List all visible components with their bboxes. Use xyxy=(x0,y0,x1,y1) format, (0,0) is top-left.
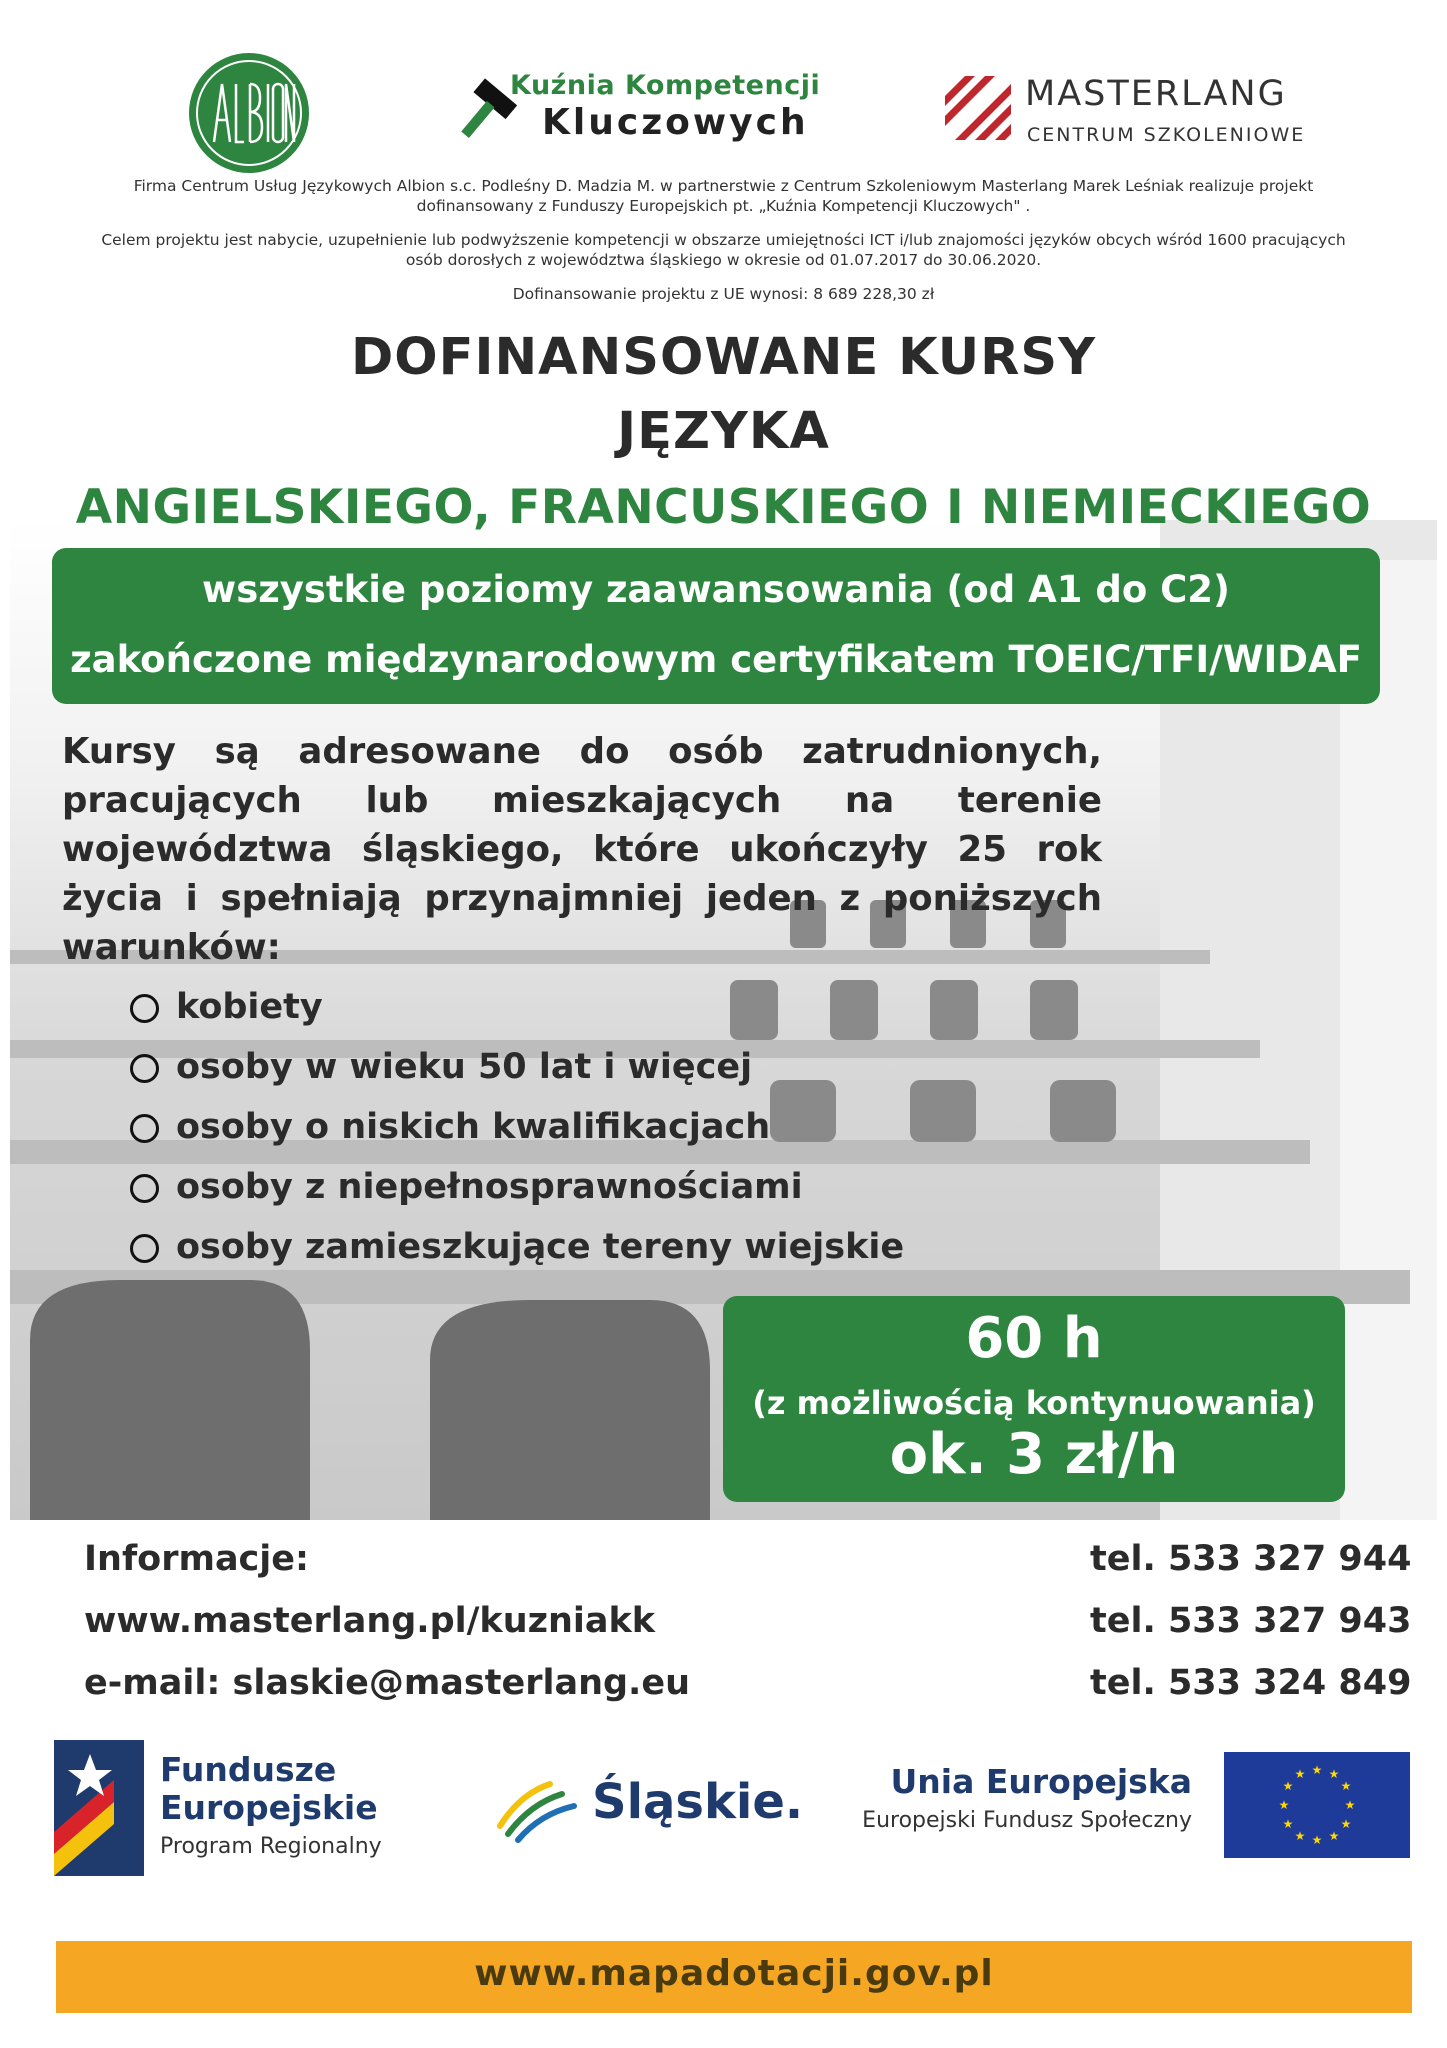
eu-flag-icon xyxy=(1224,1752,1410,1858)
levels-text: wszystkie poziomy zaawansowania (od A1 do C2) xyxy=(202,568,1230,611)
title-line1: DOFINANSOWANE KURSY xyxy=(350,328,1097,387)
phone-list xyxy=(1090,1535,1412,1721)
fundusze-europejskie-logo xyxy=(54,1740,404,1880)
title-languages: ANGIELSKIEGO, FRANCUSKIEGO I NIEMIECKIEGO xyxy=(75,480,1372,535)
fe-line3: Program Regionalny xyxy=(160,1834,382,1859)
circle-bullet-icon xyxy=(130,1114,159,1143)
svg-text:★: ★ xyxy=(1328,1767,1340,1781)
masterlang-name: MASTERLANG xyxy=(1025,74,1287,114)
title-line2: JĘZYKA xyxy=(617,402,830,461)
svg-text:★: ★ xyxy=(1340,1779,1352,1793)
ue-line1: Unia Europejska xyxy=(890,1762,1192,1801)
masterlang-logo xyxy=(945,74,1305,154)
kuznia-kompetencji-logo xyxy=(450,68,821,148)
svg-text:★: ★ xyxy=(1311,1763,1323,1777)
albion-logo xyxy=(186,50,312,176)
circle-bullet-icon xyxy=(130,1054,159,1083)
contact-label: Informacje: xyxy=(84,1539,310,1579)
contact-info xyxy=(84,1535,690,1721)
email-link[interactable]: e-mail: slaskie@masterlang.eu xyxy=(84,1663,691,1703)
kuznia-line2: Kluczowych xyxy=(542,102,809,143)
svg-text:★: ★ xyxy=(1282,1779,1294,1793)
slaskie-text: Śląskie. xyxy=(592,1774,804,1830)
masterlang-sub: CENTRUM SZKOLENIOWE xyxy=(1027,124,1306,146)
price-box xyxy=(723,1296,1345,1502)
kuznia-line1: Kuźnia Kompetencji xyxy=(510,70,821,101)
certificate-text: zakończone międzynarodowym certyfikatem TOEIC/TFI/WIDAF xyxy=(70,638,1362,681)
svg-text:★: ★ xyxy=(1328,1829,1340,1843)
project-info-line1: Firma Centrum Usług Językowych Albion s.c. Podleśny D. Madzia M. w partnerstwie z Centrum Szkoleniowym Masterlang Marek Leśniak realizuje projekt xyxy=(133,177,1314,195)
footer-bar xyxy=(56,1941,1412,2013)
course-hours: 60 h xyxy=(965,1306,1103,1371)
list-item: osoby o niskich kwalifikacjach xyxy=(130,1105,904,1165)
fe-line2: Europejskie xyxy=(160,1788,378,1827)
project-info-line2: dofinansowany z Funduszy Europejskich pt. „Kuźnia Kompetencji Kluczowych" . xyxy=(416,197,1031,215)
continuation-note: (z możliwością kontynuowania) xyxy=(752,1384,1316,1422)
project-info-line3: Celem projektu jest nabycie, uzupełnienie lub podwyższenie kompetencji w obszarze umiejętności ICT i/lub znajomości języków obcych wśród 1600 pracujących xyxy=(101,231,1346,249)
circle-bullet-icon xyxy=(130,994,159,1023)
circle-bullet-icon xyxy=(130,1174,159,1203)
circle-bullet-icon xyxy=(130,1234,159,1263)
project-info-line5: Dofinansowanie projektu z UE wynosi: 8 689 228,30 zł xyxy=(512,285,935,303)
fe-star-icon xyxy=(54,1740,144,1876)
svg-text:★: ★ xyxy=(1294,1767,1306,1781)
unia-europejska-logo xyxy=(862,1752,1410,1868)
slaskie-logo xyxy=(490,1768,804,1848)
svg-text:★: ★ xyxy=(1311,1833,1323,1847)
website-link[interactable]: www.masterlang.pl/kuzniakk xyxy=(84,1601,656,1641)
list-item: osoby w wieku 50 lat i więcej xyxy=(130,1045,904,1105)
phone-number[interactable]: tel. 533 324 849 xyxy=(1090,1663,1412,1703)
hourly-rate: ok. 3 zł/h xyxy=(889,1422,1179,1487)
fe-line1: Fundusze xyxy=(160,1750,337,1789)
slaskie-wave-icon xyxy=(490,1774,580,1844)
svg-text:★: ★ xyxy=(1282,1817,1294,1831)
svg-text:★: ★ xyxy=(1278,1798,1290,1812)
list-item: osoby z niepełnosprawnościami xyxy=(130,1165,904,1225)
phone-number[interactable]: tel. 533 327 943 xyxy=(1090,1601,1412,1641)
footer-url-link[interactable]: www.mapadotacji.gov.pl xyxy=(474,1953,994,1994)
svg-text:★: ★ xyxy=(1340,1817,1352,1831)
levels-banner xyxy=(52,548,1380,704)
list-item: kobiety xyxy=(130,985,904,1045)
svg-text:★: ★ xyxy=(1344,1798,1356,1812)
project-info-line4: osób dorosłych z województwa śląskiego w okresie od 01.07.2017 do 30.06.2020. xyxy=(405,251,1042,269)
svg-text:★: ★ xyxy=(1294,1829,1306,1843)
masterlang-emblem-icon xyxy=(945,76,1011,140)
eligibility-intro: Kursy są adresowane do osób zatrudnionych, pracujących lub mieszkających na terenie województwa śląskiego, które ukończyły 25 rok życia i spełniają przynajmniej jeden z poniższych warunków: xyxy=(62,731,1102,968)
ue-line2: Europejski Fundusz Społeczny xyxy=(862,1808,1192,1833)
phone-number[interactable]: tel. 533 327 944 xyxy=(1090,1539,1412,1579)
conditions-list xyxy=(130,985,904,1285)
list-item: osoby zamieszkujące tereny wiejskie xyxy=(130,1225,904,1285)
